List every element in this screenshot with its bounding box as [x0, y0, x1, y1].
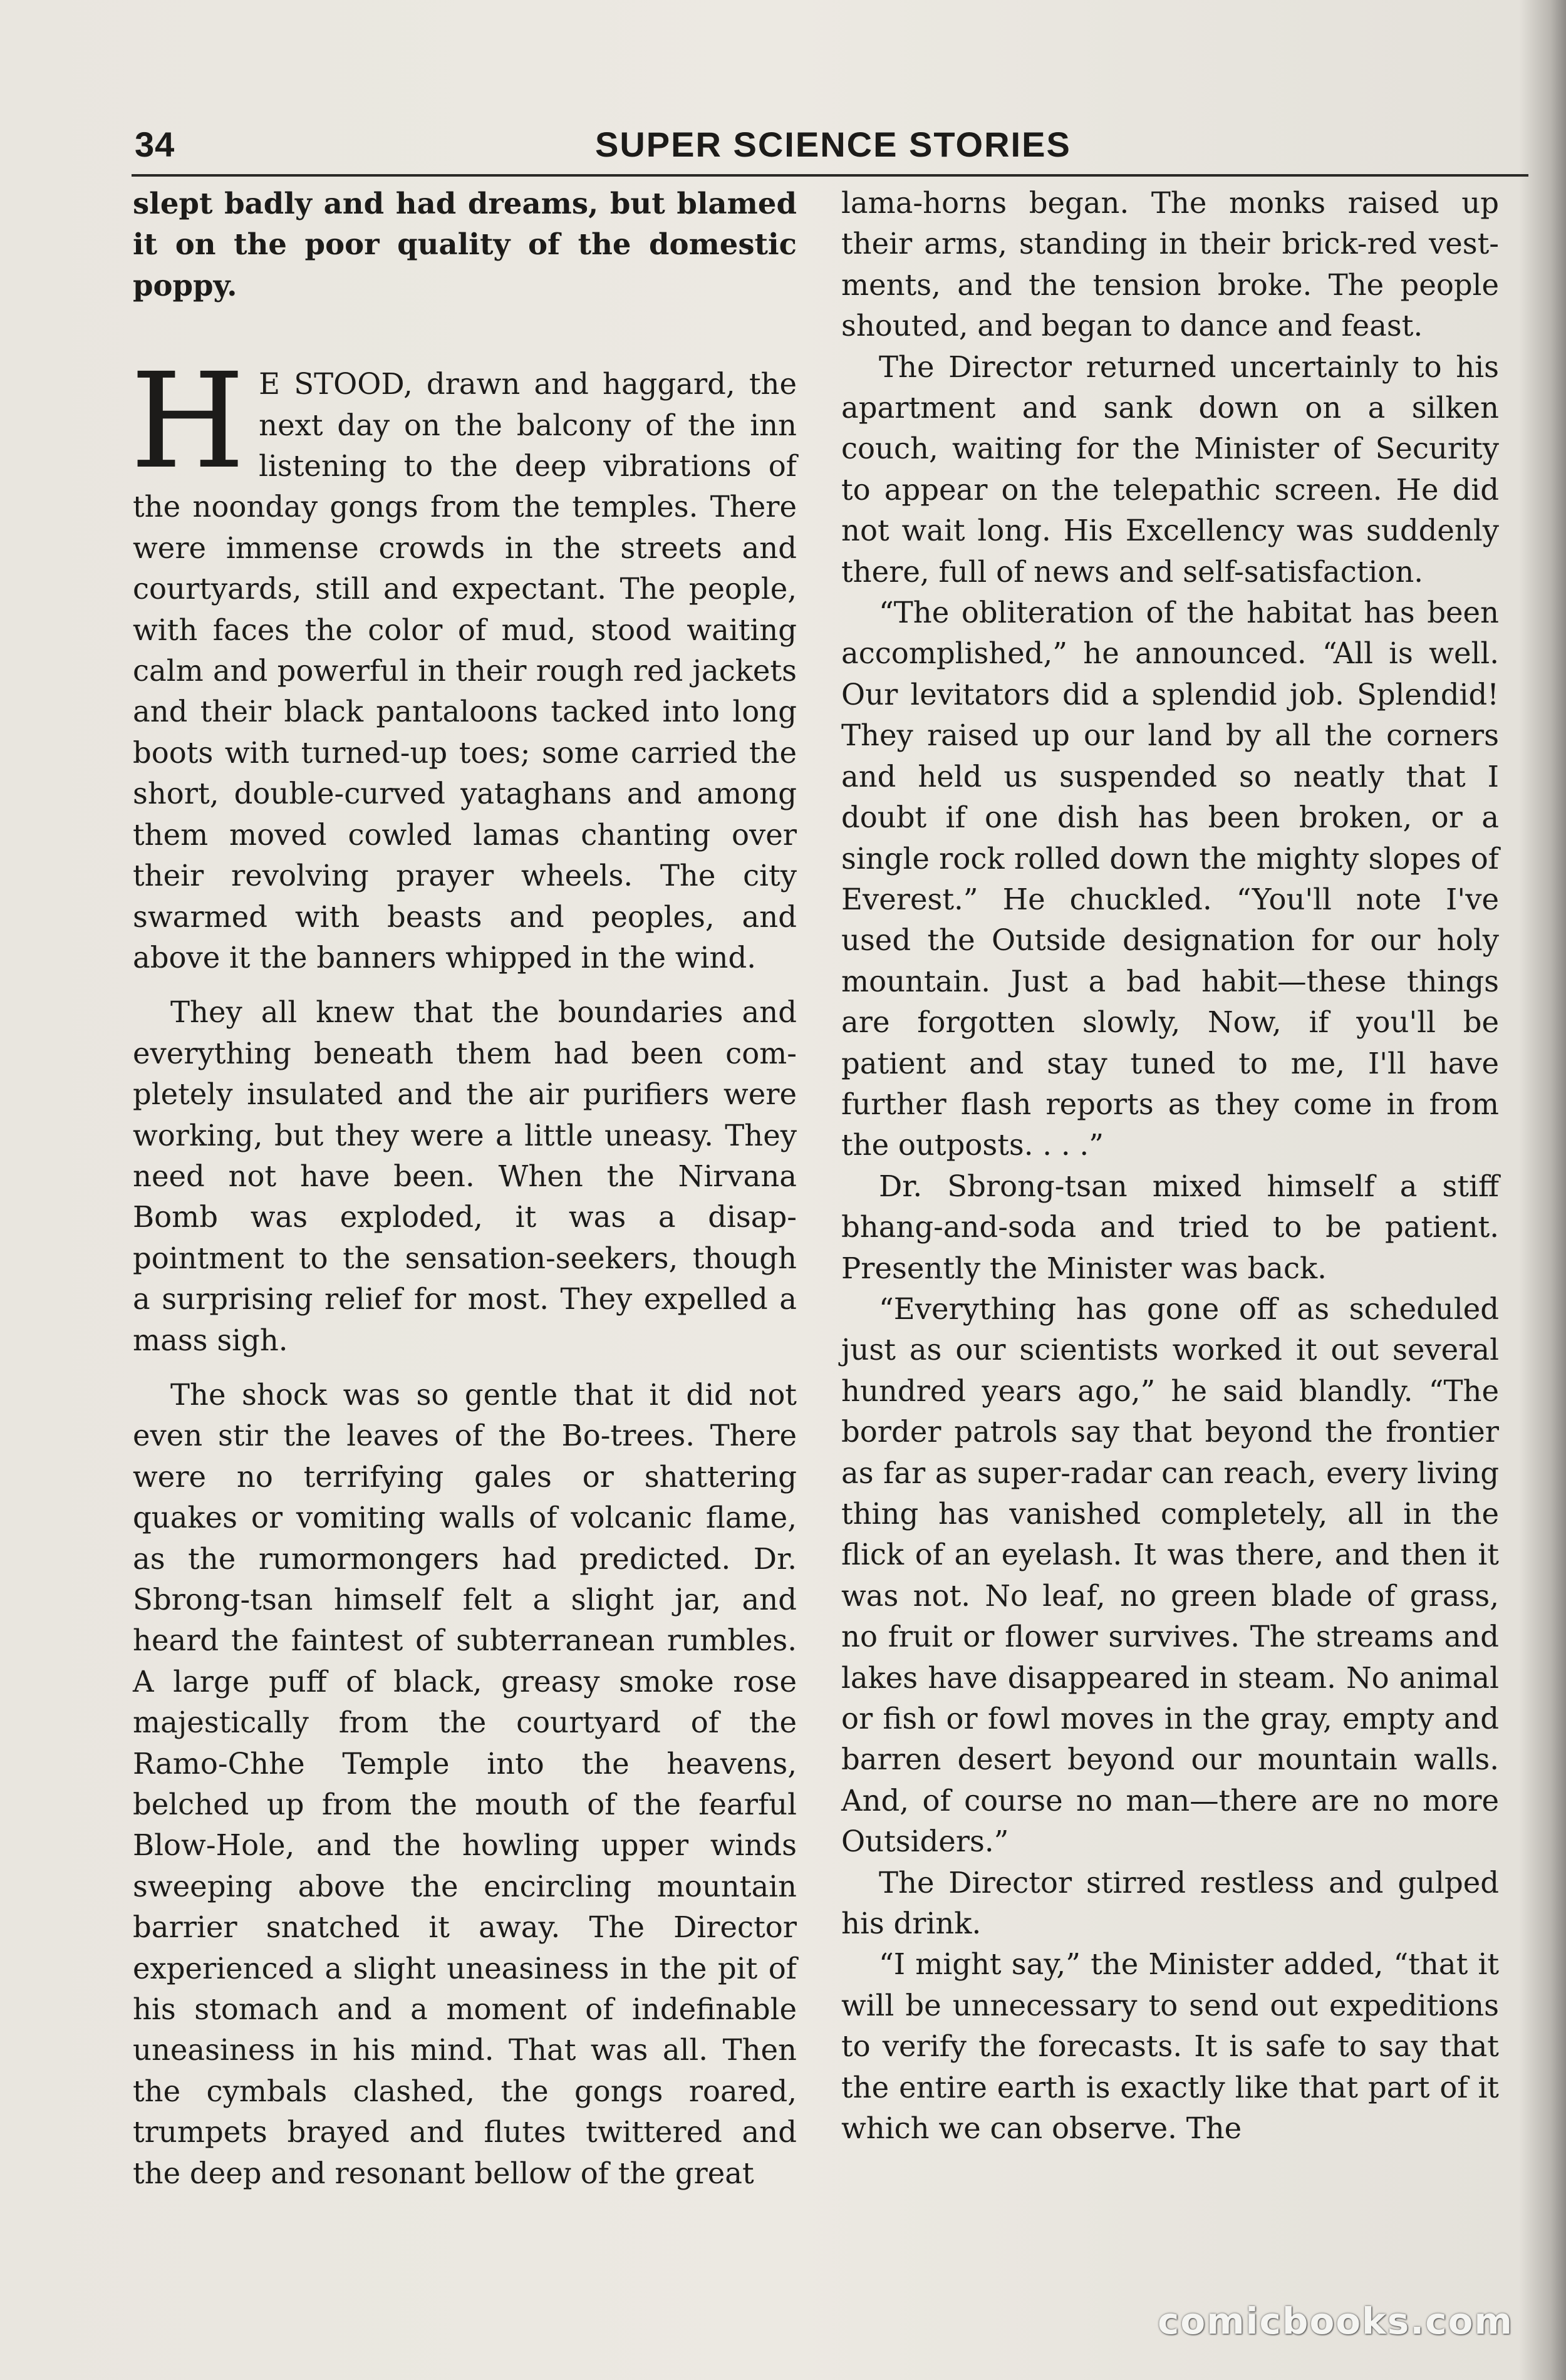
- left-column: [130, 183, 797, 2194]
- watermark: comicbooks.com: [1158, 2300, 1513, 2342]
- drop-cap: H: [130, 344, 246, 499]
- header-rule: [132, 174, 1528, 177]
- paragraph: The Director stirred restless and gulped his drink.: [841, 1865, 1499, 1941]
- paragraph: “The obliteration of the habitat has been accomplished,” he announced. “All is well. Our levitators did a splendid job. Splendid! They raised up our land by all the corners and held us suspended so neatly that I doubt if one dish has been broken, or a single rock rolled down the mighty slopes of Everest.” He chuckled. “You'll note I've used the Outside designation for our holy mountain. Just a bad habit—these things are forgotten slowly, Now, if you'll be patient and stay tuned to me, I'll have further flash reports as they come in from the outposts. . . .”: [841, 596, 1499, 1162]
- paragraph: Dr. Sbrong-tsan mixed himself a stiff bhang-and-soda and tried to be patient. Presently the Minister was back.: [841, 1169, 1499, 1285]
- paragraph: The shock was so gentle that it did not even stir the leaves of the Bo-trees. There were no terrifying gales or shattering quakes or vomiting walls of volcanic flame, as the rumormongers had predicted. Dr. Sbrong-tsan himself felt a slight jar, and heard the faintest of subterranean rumbles. A large puff of black, greasy smoke rose majestically from the courtyard of the Ramo-Chhe Temple into the heavens, belched up from the mouth of the fearful Blow-Hole, and the howling upper winds sweeping above the encircling mountain barrier snatched it away. The Director experienced a slight uneasiness in the pit of his stomach and a moment of indefinable uneasiness in his mind. That was all. Then the cymbals clashed, the gongs roared, trumpets brayed and flutes twittered and the deep and resonant bellow of the great: [133, 1377, 797, 2190]
- page-header: [135, 119, 1528, 175]
- paragraph: “Everything has gone off as scheduled just as our scientists worked it out several hundred years ago,” he said blandly. “The border patrols say that beyond the frontier as far as super-radar can reach, every living thing has vanished completely, all in the flick of an eyelash. It was there, and then it was not. No leaf, no green blade of grass, no fruit or flower survives. The streams and lakes have disappeared in steam. No animal or fish or fowl moves in the gray, empty and barren desert beyond our mountain walls. And, of course no man—there are no more Outsiders.”: [841, 1291, 1499, 1859]
- running-title: SUPER SCIENCE STORIES: [595, 125, 1071, 164]
- paragraph-text: E STOOD, drawn and haggard, the next day on the balcony of the inn listening to the deep vibrations of the noonday gongs from the temples. There were immense crowds in the streets and courtyards, still and expectant. The people, with faces the color of mud, stood waiting calm and powerful in their rough red jackets and their black pantaloons tacked into long boots with turned-up toes; some carried the short, double-curved yataghans and among them moved cowled lamas chanting over their revolving prayer wheels. The city swarmed with beasts and peoples, and above it the banners whipped in the wind.: [133, 367, 797, 975]
- paragraph: The Director returned uncertainly to his apartment and sank down on a silken couch, waiting for the Minister of Security to appear on the telepathic screen. He did not wait long. His Excellency was suddenly there, full of news and self-satisfaction.: [841, 349, 1499, 589]
- paragraph: They all knew that the boundaries and everything beneath them had been completely insulated and the air purifiers were working, but they were a little uneasy. They need not have been. When the Nirvana Bomb was exploded, it was a disappointment to the sensation-seekers, though a surprising relief for most. They expelled a mass sigh.: [133, 995, 797, 1357]
- paragraph-with-drop-cap: [130, 344, 797, 978]
- paragraph: lama-horns began. The monks raised up their arms, standing in their brick-red vestments, and the tension broke. The people shouted, and began to dance and feast.: [841, 186, 1499, 343]
- right-column: [841, 183, 1499, 2150]
- paragraph: “I might say,” the Minister added, “that it will be unnecessary to send out expeditions to verify the forecasts. It is safe to say that the entire earth is exactly like that part of it which we can observe. The: [841, 1947, 1499, 2146]
- page-number: 34: [135, 125, 175, 164]
- paragraph: slept badly and had dreams, but blamed it on the poor quality of the domestic poppy.: [133, 186, 797, 303]
